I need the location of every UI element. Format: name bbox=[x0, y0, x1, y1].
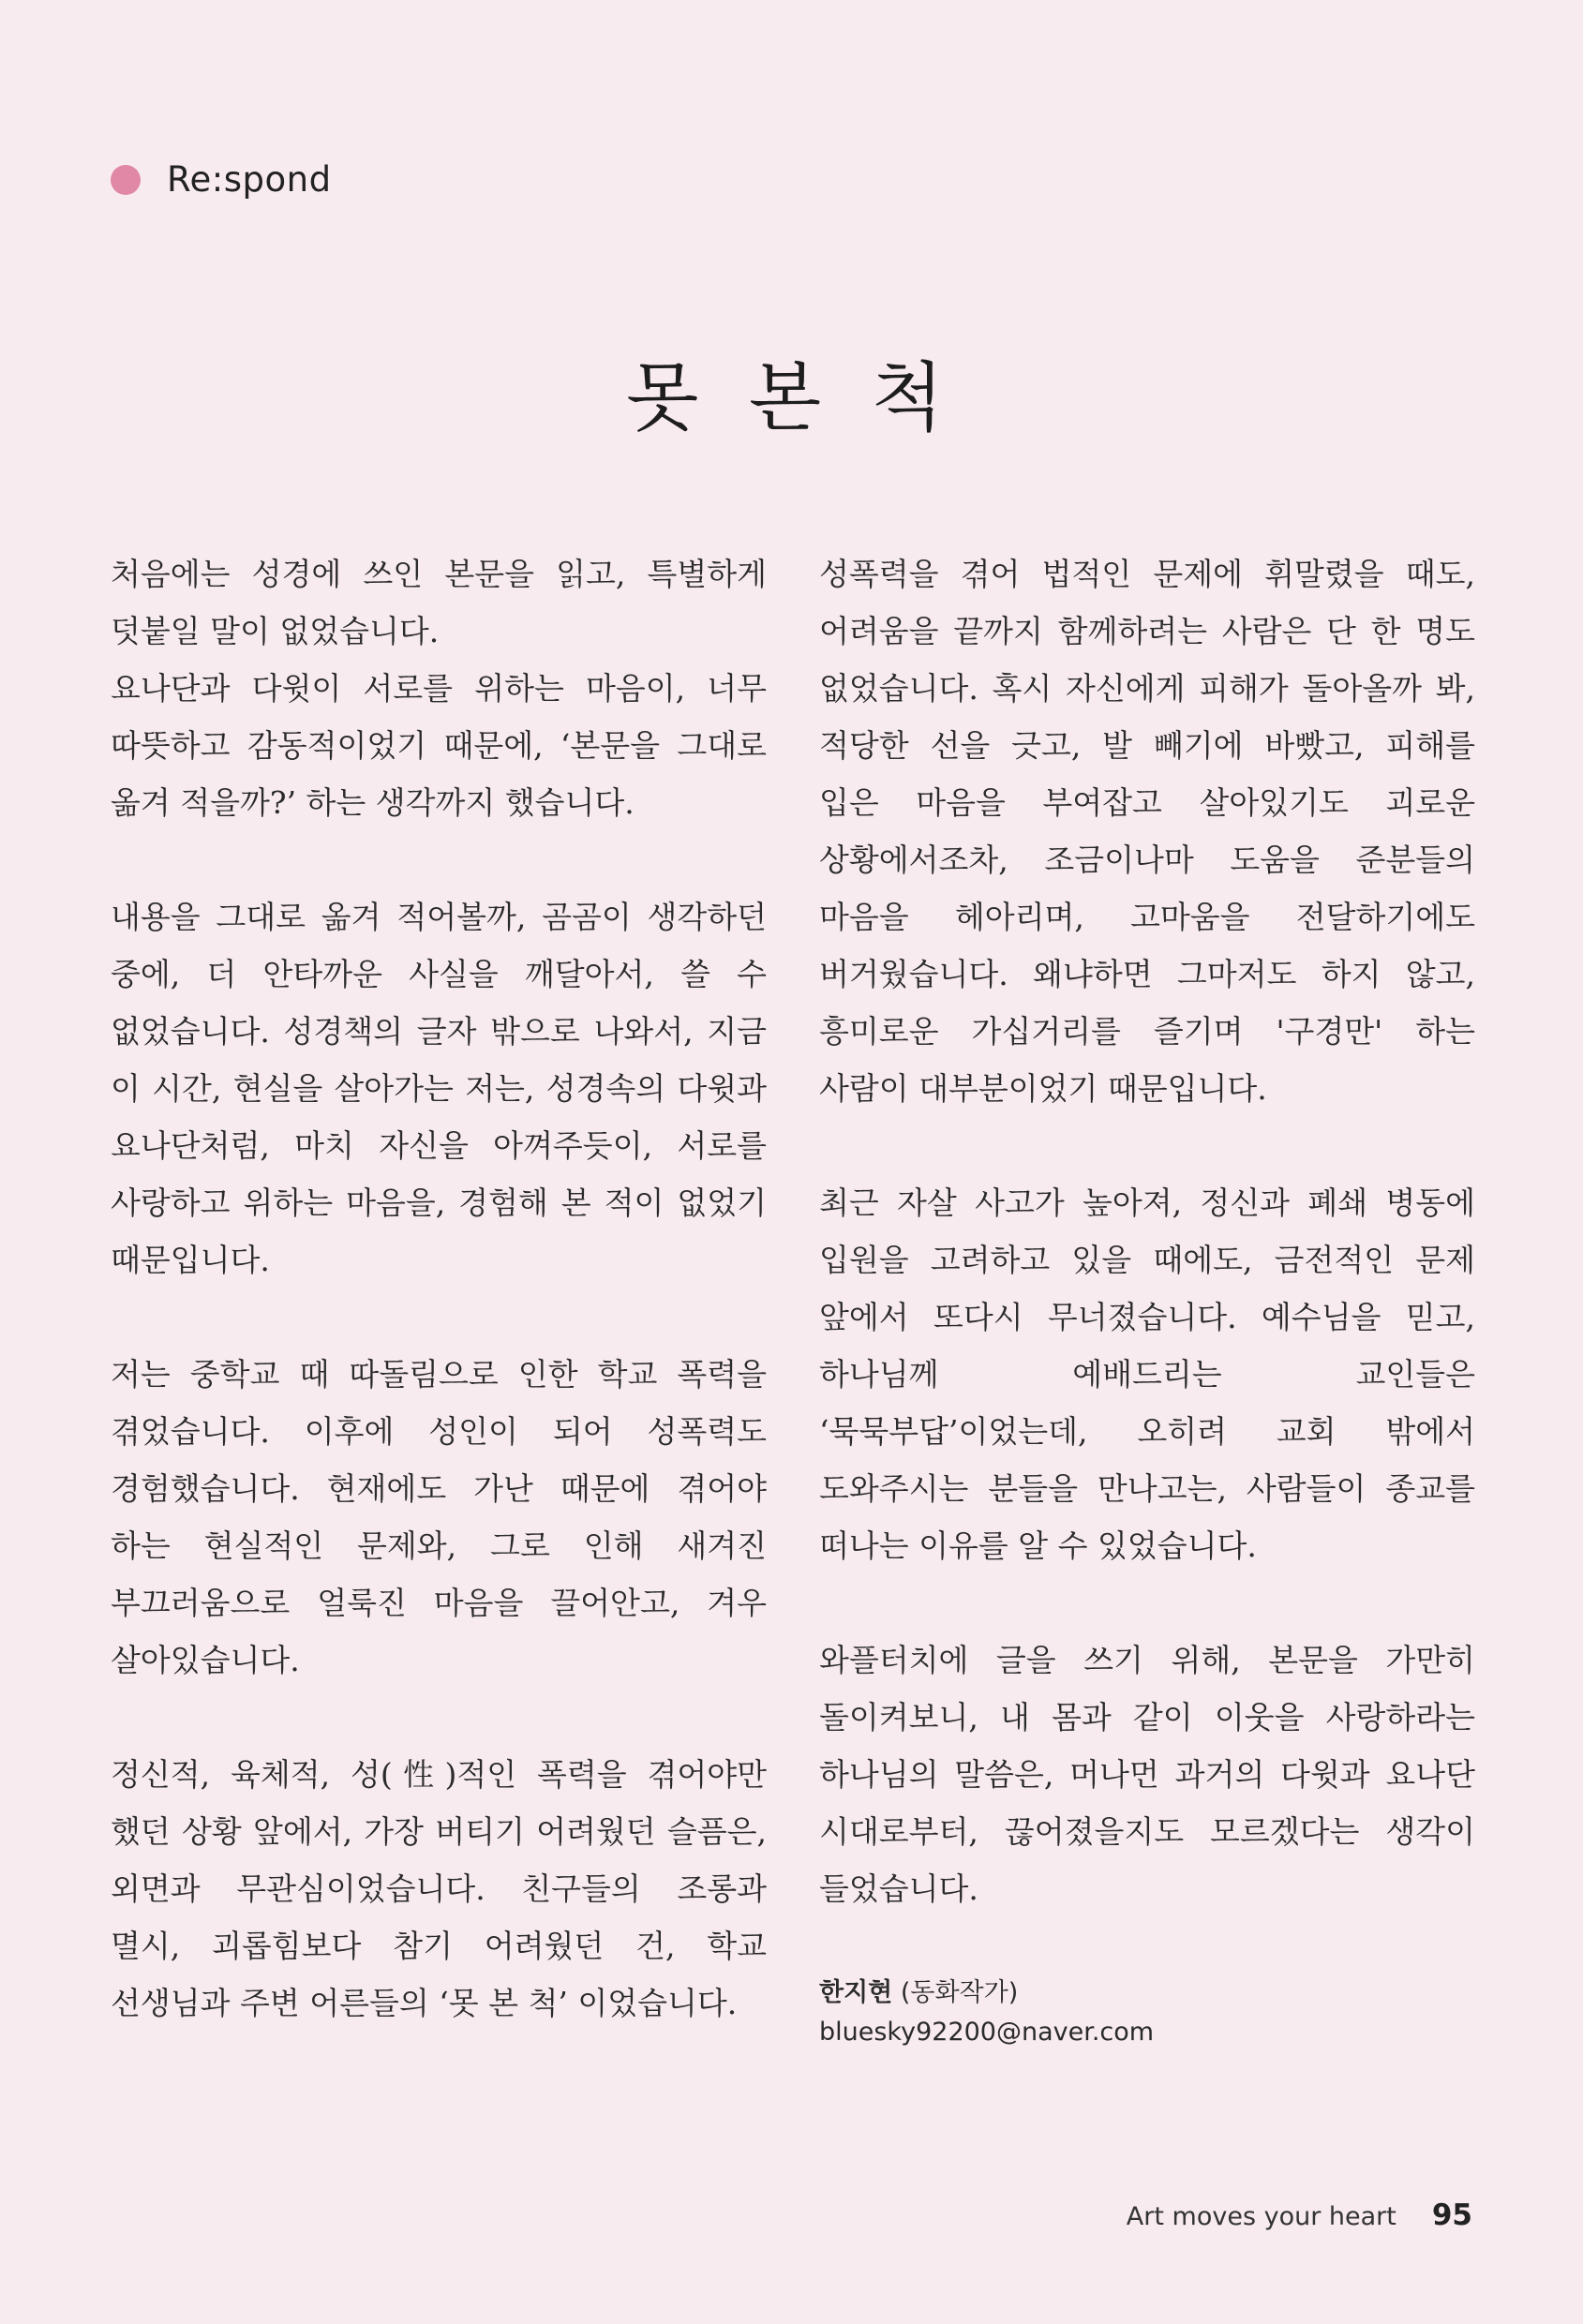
author-role: (동화작가) bbox=[900, 1978, 1019, 2007]
paragraph: 최근 자살 사고가 높아져, 정신과 폐쇄 병동에 입원을 고려하고 있을 때에도, 금전적인 문제 앞에서 또다시 무너졌습니다. 예수님을 믿고, 하나님께 예배드리는 교인들은 ‘묵묵부답’이었는데, 오히려 교회 밖에서 도와주시는 분들을 만나고는, 사람들이 종교를 떠나는 이유를 알 수 있었습니다. bbox=[819, 1184, 1475, 1564]
right-column bbox=[819, 545, 1475, 2052]
page-number: 95 bbox=[1431, 2198, 1472, 2232]
paragraph-spacer bbox=[819, 1117, 1475, 1174]
author-name: 한지현 bbox=[819, 1978, 893, 2007]
article-title: 못 본 척 bbox=[626, 354, 957, 441]
author-line bbox=[819, 1974, 1475, 2013]
section-tag bbox=[111, 159, 332, 200]
section-label: Re:spond bbox=[167, 159, 332, 200]
paragraph: 처음에는 성경에 쓰인 본문을 읽고, 특별하게 덧붙일 말이 없었습니다. bbox=[111, 556, 767, 649]
paragraph: 저는 중학교 때 따돌림으로 인한 학교 폭력을 겪었습니다. 이후에 성인이 되어 성폭력도 경험했습니다. 현재에도 가난 때문에 겪어야 하는 현실적인 문제와, 그로 인해 새겨진 부끄러움으로 얼룩진 마음을 끌어안고, 겨우 살아있습니다. bbox=[111, 1356, 767, 1678]
paragraph-spacer bbox=[111, 1689, 767, 1746]
author-email[interactable]: bluesky92200@naver.com bbox=[819, 2018, 1155, 2047]
paragraph-spacer bbox=[111, 831, 767, 888]
paragraph: 내용을 그대로 옮겨 적어볼까, 곰곰이 생각하던 중에, 더 안타까운 사실을 깨달아서, 쓸 수 없었습니다. 성경책의 글자 밖으로 나와서, 지금 이 시간, 현실을 살아가는 저는, 성경속의 다윗과 요나단처럼, 마치 자신을 아껴주듯이, 서로를 사랑하고 위하는 마음을, 경험해 본 적이 없었기 때문입니다. bbox=[111, 899, 767, 1278]
paragraph: 정신적, 육체적, 성(性)적인 폭력을 겪어야만 했던 상황 앞에서, 가장 버티기 어려웠던 슬픔은, 외면과 무관심이었습니다. 친구들의 조롱과 멸시, 괴롭힘보다 참기 어려웠던 건, 학교 선생님과 주변 어른들의 ‘못 본 척’ 이었습니다. bbox=[111, 1756, 767, 2021]
paragraph-spacer bbox=[819, 1574, 1475, 1631]
section-dot bbox=[111, 165, 141, 195]
footer-tagline: Art moves your heart bbox=[1126, 2202, 1396, 2231]
page-footer bbox=[1127, 2198, 1472, 2232]
paragraph: 와플터치에 글을 쓰기 위해, 본문을 가만히 돌이켜보니, 내 몸과 같이 이웃을 사랑하라는 하나님의 말씀은, 머나먼 과거의 다윗과 요나단 시대로부터, 끊어졌을지도 모르겠다는 생각이 들었습니다. bbox=[819, 1642, 1475, 1907]
paragraph: 성폭력을 겪어 법적인 문제에 휘말렸을 때도, 어려움을 끝까지 함께하려는 사람은 단 한 명도 없었습니다. 혹시 자신에게 피해가 돌아올까 봐, 적당한 선을 긋고, 발 빼기에 바빴고, 피해를 입은 마음을 부여잡고 살아있기도 괴로운 상황에서조차, 조금이나마 도움을 준분들의 마음을 헤아리며, 고마움을 전달하기에도 버거웠습니다. 왜냐하면 그마저도 하지 않고, 흥미로운 가십거리를 즐기며 '구경만' 하는 사람이 대부분이었기 때문입니다. bbox=[819, 556, 1475, 1107]
paragraph: 요나단과 다윗이 서로를 위하는 마음이, 너무 따뜻하고 감동적이었기 때문에, ‘본문을 그대로 옮겨 적을까?’ 하는 생각까지 했습니다. bbox=[111, 670, 767, 821]
author-byline bbox=[819, 1974, 1475, 2052]
left-column bbox=[111, 545, 767, 2032]
paragraph-spacer bbox=[111, 1289, 767, 1346]
